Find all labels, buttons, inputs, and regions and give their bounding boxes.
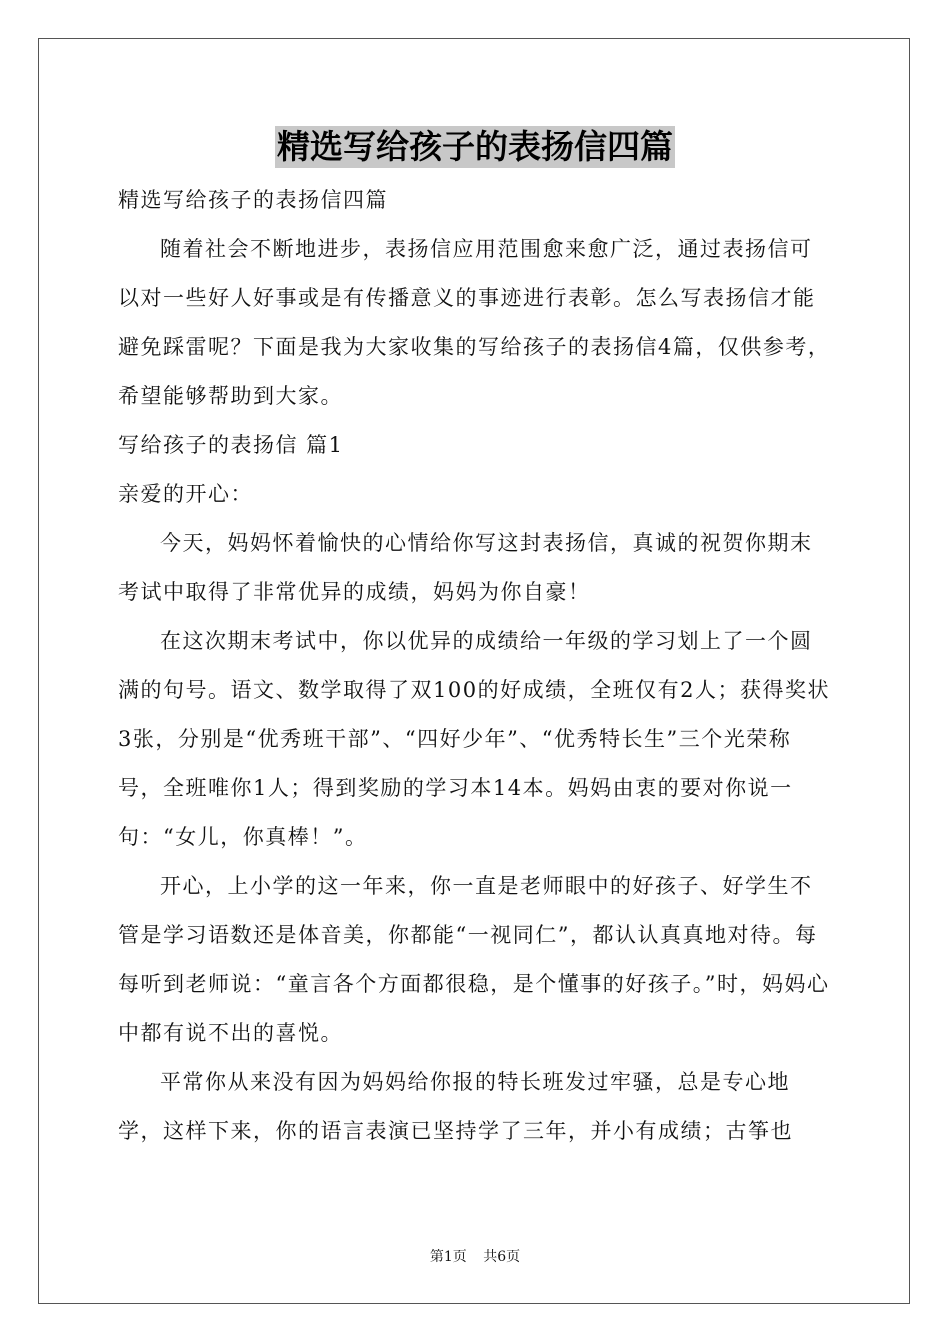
page-footer xyxy=(0,1246,950,1266)
paragraph: 开心，上小学的这一年来，你一直是老师眼中的好孩子、好学生不管是学习语数还是体音美，你都能“一视同仁”，都认认真真地对待。每每听到老师说：“童言各个方面都很稳，是个懂事的好孩子。”时，妈妈心中都有说不出的喜悦。 xyxy=(118,874,830,1045)
page-total: 共6页 xyxy=(483,1249,521,1265)
paragraph: 今天，妈妈怀着愉快的心情给你写这封表扬信，真诚的祝贺你期末考试中取得了非常优异的成绩，妈妈为你自豪！ xyxy=(118,531,813,604)
document-body xyxy=(118,176,834,1156)
paragraph: 在这次期末考试中，你以优异的成绩给一年级的学习划上了一个圆满的句号。语文、数学取得了双100的好成绩，全班仅有2人；获得奖状3张，分别是“优秀班干部”、“四好少年”、“优秀特长生”三个光荣称号，全班唯你1人；得到奖励的学习本14本。妈妈由衷的要对你说一句：“女儿，你真棒！”。 xyxy=(118,629,830,849)
section-heading: 写给孩子的表扬信 篇1 xyxy=(118,433,344,457)
document-title: 精选写给孩子的表扬信四篇 xyxy=(277,127,673,166)
salutation: 亲爱的开心： xyxy=(118,482,253,506)
paragraph-heading: 精选写给孩子的表扬信四篇 xyxy=(118,188,388,212)
page-number: 第1页 xyxy=(429,1249,467,1265)
paragraph: 平常你从来没有因为妈妈给你报的特长班发过牢骚，总是专心地学，这样下来，你的语言表演已坚持学了三年，并小有成绩；古筝也 xyxy=(118,1070,793,1143)
paragraph-intro: 随着社会不断地进步，表扬信应用范围愈来愈广泛，通过表扬信可以对一些好人好事或是有传播意义的事迹进行表彰。怎么写表扬信才能避免踩雷呢？下面是我为大家收集的写给孩子的表扬信4篇，仅供参考，希望能够帮助到大家。 xyxy=(118,237,831,408)
title-container xyxy=(0,126,950,168)
